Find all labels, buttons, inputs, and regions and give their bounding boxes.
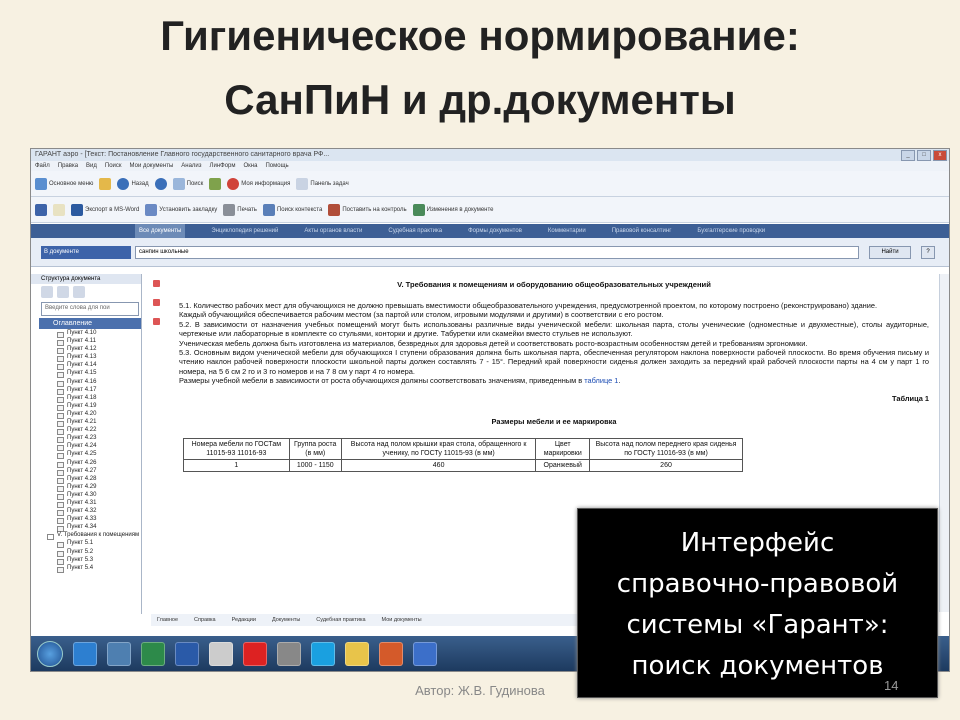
close-button[interactable]: x (933, 150, 947, 161)
heart-icon (227, 178, 239, 190)
search-input[interactable]: санпин школьные (135, 246, 859, 259)
window-controls (901, 150, 947, 161)
menu-analysis[interactable]: Анализ (181, 163, 202, 169)
toolbar-main (31, 171, 949, 197)
menu-bar (31, 161, 949, 171)
font-size-icon (209, 178, 221, 190)
tab-my-docs[interactable]: Мои документы (381, 617, 422, 623)
header-cell: Высота над полом крышки края стола, обращенного к ученику, по ГОСТу 11015-93 (в мм) (341, 438, 536, 459)
control-icon (328, 204, 340, 216)
toc-item[interactable]: Пункт 4.13 (43, 353, 141, 361)
bookmark-marker-icon[interactable] (153, 280, 160, 287)
slide-page-number: 14 (884, 678, 899, 693)
document-body (179, 280, 929, 472)
toc-item[interactable]: Пункт 4.33 (43, 515, 141, 523)
paragraph-sizes: Размеры учебной мебели в зависимости от роста обучающихся должны соответствовать значениям, приведенным в таблице 1. (179, 376, 621, 386)
ie-icon[interactable] (73, 642, 97, 666)
find-in-doc-icon (263, 204, 275, 216)
toc-item[interactable]: Пункт 5.2 (43, 548, 141, 556)
bookmark-marker-icon[interactable] (153, 318, 160, 325)
toc-item[interactable]: Пункт 4.15 (43, 369, 141, 377)
paragraph-furniture: Ученическая мебель должна быть изготовлена из материалов, безвредных для здоровья детей и соответствовать росто-возрастным особенностям детей и требованиям эргономики. (179, 338, 808, 348)
paragraph-workplace: Каждый обучающийся обеспечивается рабочим местом (за партой или столом, игровыми модулями и другими) в соответствии с его ростом. (179, 310, 664, 320)
menu-search[interactable]: Поиск (104, 163, 122, 169)
slide-title-line1: Гигиеническое нормирование: (160, 12, 800, 59)
forward-arrow-icon (155, 178, 167, 190)
toc-item[interactable]: Пункт 4.11 (43, 337, 141, 345)
header-cell: Номера мебели по ГОСТам 11015-93 11016-93 (184, 438, 290, 459)
changes-button[interactable]: Изменения в документе (413, 204, 494, 216)
left-panel-tools (31, 284, 141, 300)
tab-court-practice[interactable]: Судебная практика (388, 228, 443, 234)
caption-line2: справочно-правовой (616, 569, 899, 599)
slide-title-line2: СанПиН и др.документы (224, 76, 736, 123)
header-cell: Высота над полом переднего края сиденья по ГОСТу 11016-93 (в мм) (590, 438, 743, 459)
changes-icon (413, 204, 425, 216)
search-bar (31, 238, 949, 267)
main-menu-button[interactable]: Основное меню (35, 178, 93, 190)
tab-consulting[interactable]: Правовой консалтинг (611, 228, 672, 234)
menu-my-documents[interactable]: Мои документы (129, 163, 174, 169)
mail-icon (53, 204, 65, 216)
table-row (184, 459, 743, 471)
tab-all-documents[interactable]: Все документы (135, 224, 185, 238)
tab-documents[interactable]: Документы (271, 617, 301, 623)
minimize-button[interactable]: _ (901, 150, 915, 161)
panel-icon (296, 178, 308, 190)
toc-item[interactable]: Пункт 4.31 (43, 499, 141, 507)
search-button[interactable]: Поиск (173, 178, 204, 190)
table-cell: 1 (184, 459, 290, 471)
tab-main[interactable]: Главное (157, 617, 179, 623)
caption-line4: поиск документов (631, 651, 884, 681)
toc-item[interactable]: Пункт 4.12 (43, 345, 141, 353)
header-cell: Цвет маркировки (536, 438, 590, 459)
document-scrollbar[interactable] (939, 274, 949, 612)
excel-icon[interactable] (141, 642, 165, 666)
caption-line3: системы «Гарант»: (626, 610, 889, 640)
toc-item[interactable]: Пункт 5.1 (43, 539, 141, 547)
bookmark-icon (145, 204, 157, 216)
toc-item[interactable]: Пункт 4.34 (43, 523, 141, 531)
folder-icon[interactable] (345, 642, 369, 666)
table-caption: Размеры мебели и ее маркировка (491, 416, 617, 426)
help-button[interactable]: ? (921, 246, 935, 259)
home-icon (35, 178, 47, 190)
caption-line1: Интерфейс (680, 528, 835, 558)
maximize-button[interactable]: □ (917, 150, 931, 161)
back-arrow-icon (117, 178, 129, 190)
garant-icon[interactable] (209, 642, 233, 666)
toc-section[interactable]: V. Требования к помещениям (43, 531, 141, 539)
toc-item[interactable]: Пункт 4.16 (43, 378, 141, 386)
toc-item[interactable]: Пункт 4.18 (43, 394, 141, 402)
print-icon[interactable] (57, 286, 69, 298)
filter-icon[interactable] (41, 286, 53, 298)
export-word-button[interactable]: Экспорт в MS-Word (71, 204, 139, 216)
opera-icon[interactable] (243, 642, 267, 666)
toc-item[interactable]: Пункт 4.10 (43, 329, 141, 337)
collapse-icon[interactable] (73, 286, 85, 298)
document-heading: V. Требования к помещениям и оборудованию общеобразовательных учреждений (397, 280, 711, 289)
tab-forms[interactable]: Формы документов (468, 228, 522, 234)
toc-item[interactable]: Пункт 4.30 (43, 491, 141, 499)
tab-authority-acts[interactable]: Акты органов власти (304, 228, 363, 234)
menu-linform[interactable]: ЛинФорм (209, 163, 236, 169)
toc-item[interactable]: Пункт 4.29 (43, 483, 141, 491)
margin-markers (153, 280, 163, 337)
calculator-icon[interactable] (277, 642, 301, 666)
section-tabs (31, 224, 949, 238)
print-button[interactable]: Печать (223, 204, 257, 216)
save-icon (35, 204, 47, 216)
table-number: Таблица 1 (892, 393, 929, 403)
toc-item[interactable]: Пункт 4.27 (43, 467, 141, 475)
window-titlebar (31, 149, 949, 161)
caption-box (577, 508, 938, 698)
toc-item[interactable]: Пункт 4.26 (43, 459, 141, 467)
paragraph-5-2: 5.2. В зависимости от назначения учебных помещений могут быть использованы различные виды ученической мебели: школьная парта, столы ученические (одноместные и двухместные), столы аудиторные, чертежные или лабораторные в комплекте со стульями, конторки и другие. Табуретки или скамейки вместо стульев не используют. (179, 319, 929, 339)
search-icon (173, 178, 185, 190)
toolbar-document (31, 197, 949, 223)
left-panel-header: Структура документа (31, 274, 141, 284)
tab-reference[interactable]: Справка (194, 617, 216, 623)
toc-item[interactable]: Пункт 4.20 (43, 410, 141, 418)
mail-agent-icon[interactable] (413, 642, 437, 666)
toc-item[interactable]: Пункт 4.25 (43, 450, 141, 458)
toc-item[interactable]: Пункт 4.24 (43, 442, 141, 450)
toc-header[interactable]: Оглавление (39, 318, 141, 329)
menu-view[interactable]: Вид (86, 163, 97, 169)
toc-search-input[interactable]: Введите слова для пои (41, 302, 139, 316)
table-cell: 460 (341, 459, 536, 471)
toc-item[interactable]: Пункт 4.17 (43, 386, 141, 394)
save-button[interactable] (35, 204, 47, 216)
print-icon (223, 204, 235, 216)
word-icon (71, 204, 83, 216)
toc-item[interactable]: Пункт 5.3 (43, 556, 141, 564)
folder-button[interactable] (99, 178, 111, 190)
bookmark-button[interactable]: Установить закладку (145, 204, 217, 216)
paragraph-5-1: 5.1. Количество рабочих мест для обучающихся не должно превышать вместимости общеобразовательного учреждения, предусмотренной проектом, по которому построено (реконструировано) здание. (179, 301, 878, 310)
find-in-doc-button[interactable]: Поиск контекста (263, 204, 322, 216)
tab-comments[interactable]: Комментарии (547, 228, 586, 234)
search-scope-select[interactable]: В документе (41, 246, 131, 259)
skype-icon[interactable] (311, 642, 335, 666)
toc-item[interactable]: Пункт 4.14 (43, 361, 141, 369)
toc-item[interactable]: Пункт 4.32 (43, 507, 141, 515)
font-size-button[interactable] (209, 178, 221, 190)
left-panel (31, 274, 142, 614)
tab-encyclopedia[interactable]: Энциклопедия решений (211, 228, 279, 234)
menu-help[interactable]: Помощь (265, 163, 289, 169)
task-panel-button[interactable]: Панель задач (296, 178, 348, 190)
menu-windows[interactable]: Окна (243, 163, 258, 169)
table-cell: 260 (590, 459, 743, 471)
table-header-row (184, 438, 743, 459)
toc-item[interactable]: Пункт 5.4 (43, 564, 141, 572)
window-title: ГАРАНТ аэро - [Текст: Постановление Главного государственного санитарного врача РФ... (35, 151, 330, 158)
toc-tree (43, 329, 141, 572)
my-info-button[interactable]: Моя информация (227, 178, 290, 190)
toc-item[interactable]: Пункт 4.28 (43, 475, 141, 483)
menu-file[interactable]: Файл (35, 163, 50, 169)
control-button[interactable]: Поставить на контроль (328, 204, 406, 216)
word-icon[interactable] (175, 642, 199, 666)
toc-item[interactable]: Пункт 4.21 (43, 418, 141, 426)
table-cell: 1000 - 1150 (289, 459, 341, 471)
toc-item[interactable]: Пункт 4.19 (43, 402, 141, 410)
media-player-icon[interactable] (107, 642, 131, 666)
bottom-tabs (151, 614, 651, 626)
header-cell: Группа роста (в мм) (289, 438, 341, 459)
powerpoint-icon[interactable] (379, 642, 403, 666)
mail-button[interactable] (53, 204, 65, 216)
slide-author: Автор: Ж.В. Гудинова (415, 683, 545, 698)
tab-accounting[interactable]: Бухгалтерские проводки (697, 228, 766, 234)
furniture-table (183, 438, 743, 472)
menu-edit[interactable]: Правка (57, 163, 79, 169)
toc-item[interactable]: Пункт 4.22 (43, 426, 141, 434)
table-1-link[interactable]: таблице 1 (584, 376, 619, 386)
tab-editions[interactable]: Редакции (231, 617, 256, 623)
paragraph-5-3: 5.3. Основным видом ученической мебели для обучающихся I ступени образования должна быть школьная парта, обеспеченная регулятором наклона поверхности рабочей плоскости. Во время обучения письму и чтению наклон рабочей поверхности плоскости школьной парты должен составлять 7 - 15°. Передний край поверхности сиденья должен заходить за передний край рабочей плоскости парты на 4 см у парт 1 го номера, на 5 6 см 2 го и 3 го номеров и на 7 8 см у парт 4 го номера. (179, 348, 929, 376)
slide-title (0, 6, 960, 134)
find-button[interactable]: Найти (869, 246, 911, 259)
back-button[interactable]: Назад (117, 178, 148, 190)
forward-button[interactable] (155, 178, 167, 190)
folder-icon (99, 178, 111, 190)
tab-court[interactable]: Судебная практика (316, 617, 366, 623)
start-button-icon[interactable] (37, 641, 63, 667)
bookmark-marker-icon[interactable] (153, 299, 160, 306)
toc-item[interactable]: Пункт 4.23 (43, 434, 141, 442)
table-cell: Оранжевый (536, 459, 590, 471)
